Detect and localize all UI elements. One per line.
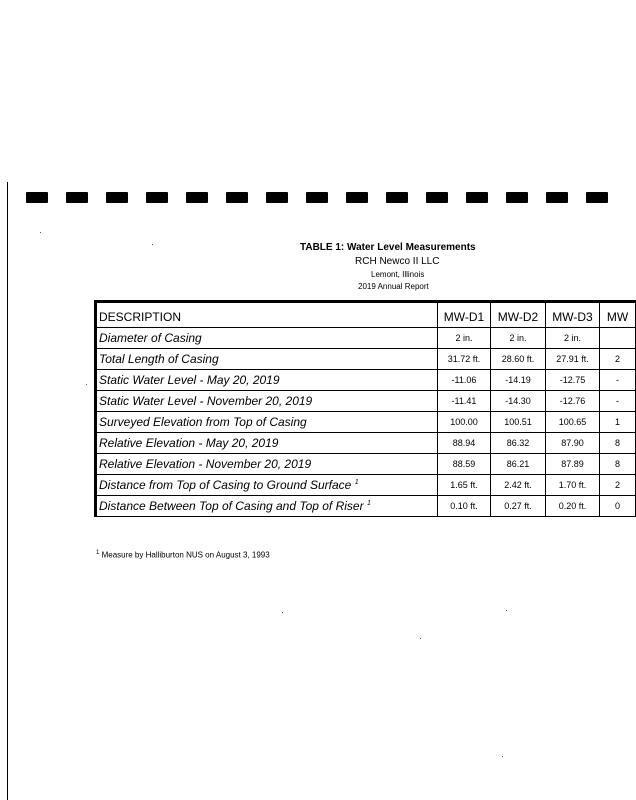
cell-mw-partial — [600, 328, 636, 349]
row-description-text: Distance Between Top of Casing and Top of Riser — [99, 499, 364, 513]
cell-mw-partial: 2 — [600, 475, 636, 496]
row-description — [96, 370, 438, 391]
row-description — [96, 475, 438, 496]
dash-segment — [186, 192, 208, 203]
cell-mw-d1: 1.65 ft. — [438, 475, 491, 496]
cell-mw-d3: 1.70 ft. — [546, 475, 600, 496]
row-description — [96, 412, 438, 433]
dash-segment — [346, 192, 368, 203]
water-level-table — [94, 300, 636, 517]
row-description-text: Surveyed Elevation from Top of Casing — [99, 415, 307, 429]
row-description — [96, 433, 438, 454]
footnote-mark: 1 — [366, 500, 371, 507]
cell-mw-partial: 8 — [600, 454, 636, 475]
cell-mw-d2: 86.21 — [491, 454, 546, 475]
footnote — [96, 550, 270, 560]
cell-mw-d3: 100.65 — [546, 412, 600, 433]
scan-speck — [506, 610, 507, 611]
cell-mw-d3: 2 in. — [546, 328, 600, 349]
row-description-text: Relative Elevation - May 20, 2019 — [99, 436, 279, 450]
table-row — [96, 391, 636, 412]
cell-mw-d1: -11.41 — [438, 391, 491, 412]
dash-segment — [66, 192, 88, 203]
cell-mw-d3: 87.90 — [546, 433, 600, 454]
scan-speck — [420, 638, 421, 639]
dash-segment — [106, 192, 128, 203]
cell-mw-d2: 2.42 ft. — [491, 475, 546, 496]
dash-segment — [546, 192, 568, 203]
dash-segment — [306, 192, 328, 203]
header-mw-d2: MW-D2 — [491, 302, 546, 328]
cell-mw-d2: 100.51 — [491, 412, 546, 433]
cell-mw-d1: 0.10 ft. — [438, 496, 491, 517]
cell-mw-d1: 100.00 — [438, 412, 491, 433]
cell-mw-d3: 27.91 ft. — [546, 349, 600, 370]
location-line: Lemont, Illinois — [371, 270, 425, 279]
cell-mw-d2: 28.60 ft. — [491, 349, 546, 370]
dash-segment — [426, 192, 448, 203]
cell-mw-d1: 2 in. — [438, 328, 491, 349]
footnote-text: Measure by Halliburton NUS on August 3, 1993 — [101, 550, 270, 560]
row-description — [96, 496, 438, 517]
cell-mw-d1: 88.94 — [438, 433, 491, 454]
dash-segment — [26, 192, 48, 203]
table-row — [96, 475, 636, 496]
row-description-text: Static Water Level - November 20, 2019 — [99, 394, 313, 408]
company-name: RCH Newco II LLC — [355, 256, 440, 267]
header-mw-d1: MW-D1 — [438, 302, 491, 328]
table-row — [96, 433, 636, 454]
row-description — [96, 454, 438, 475]
cell-mw-d1: -11.06 — [438, 370, 491, 391]
row-description-text: Static Water Level - May 20, 2019 — [99, 373, 280, 387]
table-row — [96, 412, 636, 433]
report-name: 2019 Annual Report — [358, 282, 429, 291]
table-row — [96, 328, 636, 349]
table-row — [96, 454, 636, 475]
row-description-text: Total Length of Casing — [99, 352, 219, 366]
table-row — [96, 496, 636, 517]
table-row — [96, 370, 636, 391]
cell-mw-partial: 2 — [600, 349, 636, 370]
cell-mw-partial: - — [600, 391, 636, 412]
cell-mw-partial: 1 — [600, 412, 636, 433]
header-mw-partial: MW — [600, 302, 636, 328]
row-description — [96, 349, 438, 370]
dash-segment — [586, 192, 608, 203]
dash-segment — [386, 192, 408, 203]
cell-mw-d3: -12.75 — [546, 370, 600, 391]
table-header-row — [96, 302, 636, 328]
scan-speck — [282, 612, 283, 613]
dash-segment — [226, 192, 248, 203]
cell-mw-partial: 8 — [600, 433, 636, 454]
row-description — [96, 391, 438, 412]
table-row — [96, 349, 636, 370]
cell-mw-d2: 86.32 — [491, 433, 546, 454]
cell-mw-d3: 87.89 — [546, 454, 600, 475]
cell-mw-d1: 88.59 — [438, 454, 491, 475]
cell-mw-d3: -12.76 — [546, 391, 600, 412]
scan-speck — [502, 756, 503, 757]
row-description — [96, 328, 438, 349]
cell-mw-d2: -14.30 — [491, 391, 546, 412]
scan-speck — [86, 384, 87, 385]
scan-speck — [152, 244, 153, 245]
dash-segment — [466, 192, 488, 203]
cell-mw-d2: 2 in. — [491, 328, 546, 349]
dash-segment — [506, 192, 528, 203]
row-description-text: Distance from Top of Casing to Ground Surface — [99, 478, 352, 492]
footnote-mark: 1 — [354, 479, 359, 486]
footnote-mark: 1 — [96, 550, 100, 556]
row-description-text: Diameter of Casing — [99, 331, 202, 345]
scan-left-border — [7, 182, 8, 800]
cell-mw-partial: - — [600, 370, 636, 391]
cell-mw-d1: 31.72 ft. — [438, 349, 491, 370]
cell-mw-d3: 0.20 ft. — [546, 496, 600, 517]
header-description: DESCRIPTION — [96, 302, 438, 328]
dash-segment — [266, 192, 288, 203]
cell-mw-partial: 0 — [600, 496, 636, 517]
dash-segment — [146, 192, 168, 203]
header-mw-d3: MW-D3 — [546, 302, 600, 328]
cell-mw-d2: 0.27 ft. — [491, 496, 546, 517]
scan-speck — [40, 232, 41, 233]
dashed-separator — [26, 192, 618, 204]
cell-mw-d2: -14.19 — [491, 370, 546, 391]
row-description-text: Relative Elevation - November 20, 2019 — [99, 457, 312, 471]
document-title: TABLE 1: Water Level Measurements — [300, 242, 476, 253]
